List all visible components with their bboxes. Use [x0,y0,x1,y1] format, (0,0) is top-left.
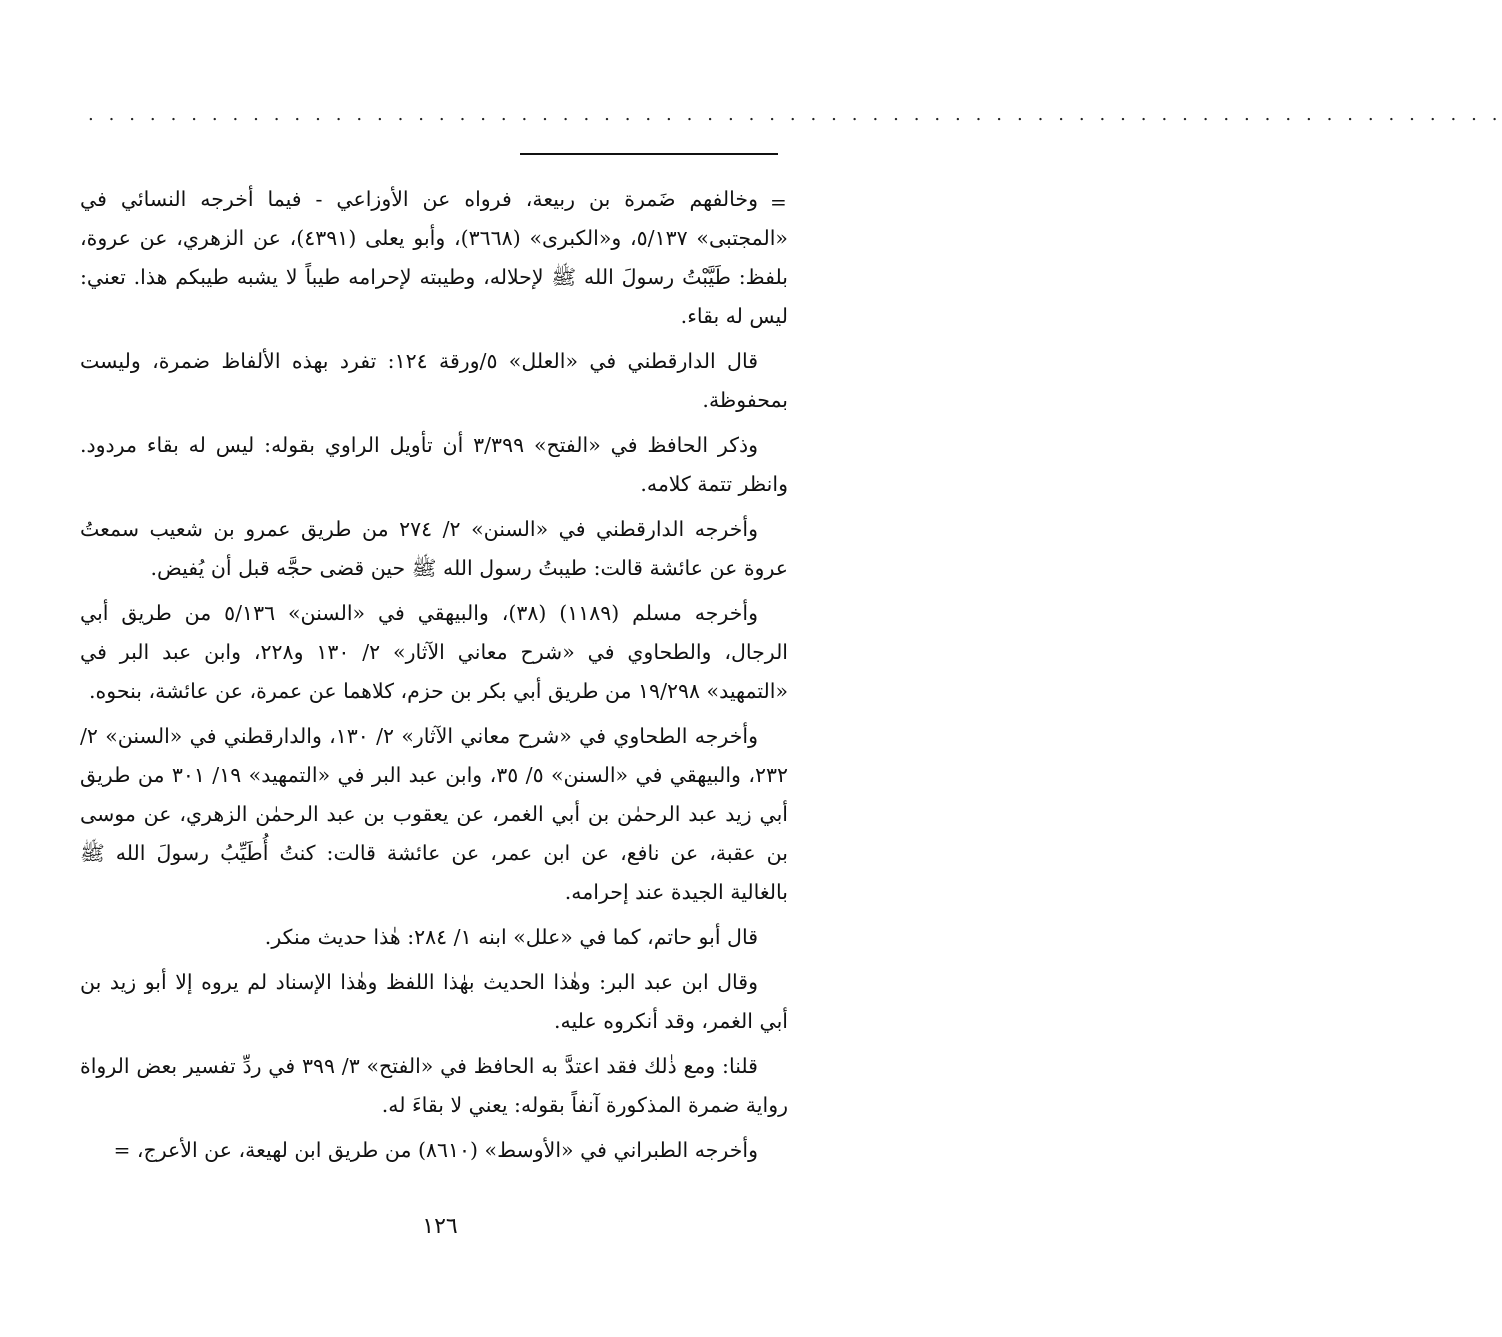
footnote-rule [520,153,778,155]
page-number: ١٢٦ [422,1214,458,1239]
paragraph-last [80,1131,788,1170]
paragraph: وقال ابن عبد البر: وهٰذا الحديث بهٰذا اللفظ وهٰذا الإسناد لم يروه إلا أبو زيد بن أبي الغمر، وقد أنكروه عليه. [80,970,788,1033]
footnote-text [80,180,788,1176]
paragraph: وأخرجه مسلم (١١٨٩) (٣٨)، والبيهقي في «السنن» ٥/١٣٦ من طريق أبي الرجال، والطحاوي في «شرح معاني الآثار» ٢/ ١٣٠ و٢٢٨، وابن عبد البر في «التمهيد» ١٩/٢٩٨ من طريق أبي بكر بن حزم، كلاهما عن عمرة، عن عائشة، بنحوه. [80,601,789,703]
paragraph: قال أبو حاتم، كما في «علل» ابنه ١/ ٢٨٤: هٰذا حديث منكر. [264,925,758,949]
continuation-mark-start: = [770,190,787,214]
paragraph: قال الدارقطني في «العلل» ٥/ورقة ١٢٤: تفرد بهذه الألفاظ ضمرة، وليست بمحفوظة. [80,349,788,412]
paragraph: وأخرجه الطحاوي في «شرح معاني الآثار» ٢/ ١٣٠، والدارقطني في «السنن» ٢/ ٢٣٢، والبيهقي في «السنن» ٥/ ٣٥، وابن عبد البر في «التمهيد» ١٩/ ٣٠١ من طريق أبي زيد عبد الرحمٰن بن أبي الغمر، عن يعقوب بن عبد الرحمٰن الزهري، عن موسى بن عقبة، عن نافع، عن ابن عمر، عن عائشة قالت: كنتُ أُطَيِّبُ رسولَ الله ﷺ بالغالية الجيدة عند إحرامه. [80,724,788,904]
paragraph: قلنا: ومع ذٰلك فقد اعتدَّ به الحافظ في «الفتح» ٣/ ٣٩٩ في ردِّ تفسير بعض الرواة رواية ضمرة المذكورة آنفاً بقوله: يعني لا بقاءَ له. [80,1054,788,1117]
paragraph-last-text: وأخرجه الطبراني في «الأوسط» (٨٦١٠) من طريق ابن لهيعة، عن الأعرج، [130,1138,758,1162]
paragraph: وأخرجه الدارقطني في «السنن» ٢/ ٢٧٤ من طريق عمرو بن شعيب سمعتُ عروة عن عائشة قالت: طيبتُ رسول الله ﷺ حين قضى حجَّه قبل أن يُفيض. [80,517,788,580]
continuation-mark-end: = [113,1138,131,1162]
paragraph: وذكر الحافظ في «الفتح» ٣/٣٩٩ أن تأويل الراوي بقوله: ليس له بقاء مردود. وانظر تتمة كلامه. [80,433,788,496]
paragraph: وخالفهم ضَمرة بن ربيعة، فرواه عن الأوزاعي - فيما أخرجه النسائي في «المجتبى» ٥/١٣٧، و«الكبرى» (٣٦٦٨)، وأبو يعلى (٤٣٩١)، عن الزهري، عن عروة، بلفظ: طَيَّبْتُ رسولَ الله ﷺ لإحلاله، وطيبته لإحرامه طيباً لا يشبه طيبكم هذا. تعني: ليس له بقاء. [80,187,788,328]
dotted-separator: . . . . . . . . . . . . . . . . . . . . . . . . . . . . . . . . . . . . . . . . . . . . . . . . . . . . . . . . . . . . . . . . . . . . . [88,104,1502,125]
